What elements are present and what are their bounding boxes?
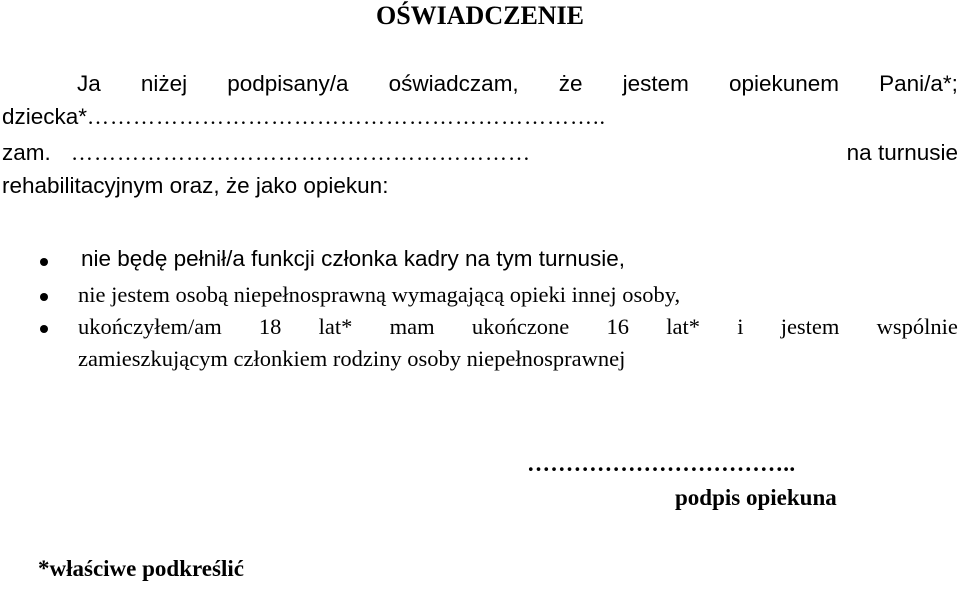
- intro-word: podpisany/a: [227, 71, 349, 96]
- list-item-word: wspólnie: [876, 314, 958, 339]
- child-name-blank: …………………………………………………………..: [87, 104, 607, 129]
- list-item: nie będę pełnił/a funkcji członka kadry na tym turnusie,: [81, 246, 626, 271]
- list-item-word: ukończyłem/am: [78, 314, 222, 339]
- bullet-dot: [40, 258, 48, 266]
- intro-word: opiekunem: [728, 71, 840, 96]
- list-item: [78, 314, 958, 340]
- footnote: *właściwe podkreślić: [38, 556, 244, 581]
- list-item-word: jestem: [780, 314, 840, 339]
- signature-label: podpis opiekuna: [675, 485, 837, 510]
- signature-line: ……………………………..: [527, 451, 796, 476]
- address-label: zam.: [2, 140, 51, 165]
- intro-line-4: rehabilitacyjnym oraz, że jako opiekun:: [2, 173, 389, 198]
- bullet-dot: [40, 325, 48, 333]
- intro-line-2: [2, 104, 606, 130]
- intro-line-3-end: na turnusie: [846, 140, 958, 165]
- list-item-word: mam: [389, 314, 435, 339]
- document-title: OŚWIADCZENIE: [375, 1, 585, 30]
- list-item-word: ukończone: [471, 314, 570, 339]
- intro-word: jestem: [622, 71, 689, 96]
- intro-word: oświadczam,: [388, 71, 519, 96]
- bullet-dot: [40, 293, 48, 301]
- intro-word: Ja: [77, 71, 101, 96]
- address-blank: ……………………………………………………: [71, 140, 532, 165]
- list-item-continuation: zamieszkującym członkiem rodziny osoby niepełnosprawnej: [78, 346, 626, 371]
- intro-line-1: [77, 71, 958, 97]
- list-item: nie jestem osobą niepełnosprawną wymagającą opieki innej osoby,: [78, 282, 681, 307]
- intro-line-3: [2, 140, 958, 166]
- list-item-word: lat*: [666, 314, 700, 339]
- intro-word: niżej: [140, 71, 188, 96]
- intro-word: Pani/a*;: [879, 71, 958, 96]
- list-item-word: 18: [258, 314, 282, 339]
- list-item-word: lat*: [318, 314, 353, 339]
- list-item-word: i: [737, 314, 744, 339]
- list-item-word: 16: [606, 314, 630, 339]
- child-label: dziecka*: [2, 104, 88, 129]
- intro-word: że: [558, 71, 583, 96]
